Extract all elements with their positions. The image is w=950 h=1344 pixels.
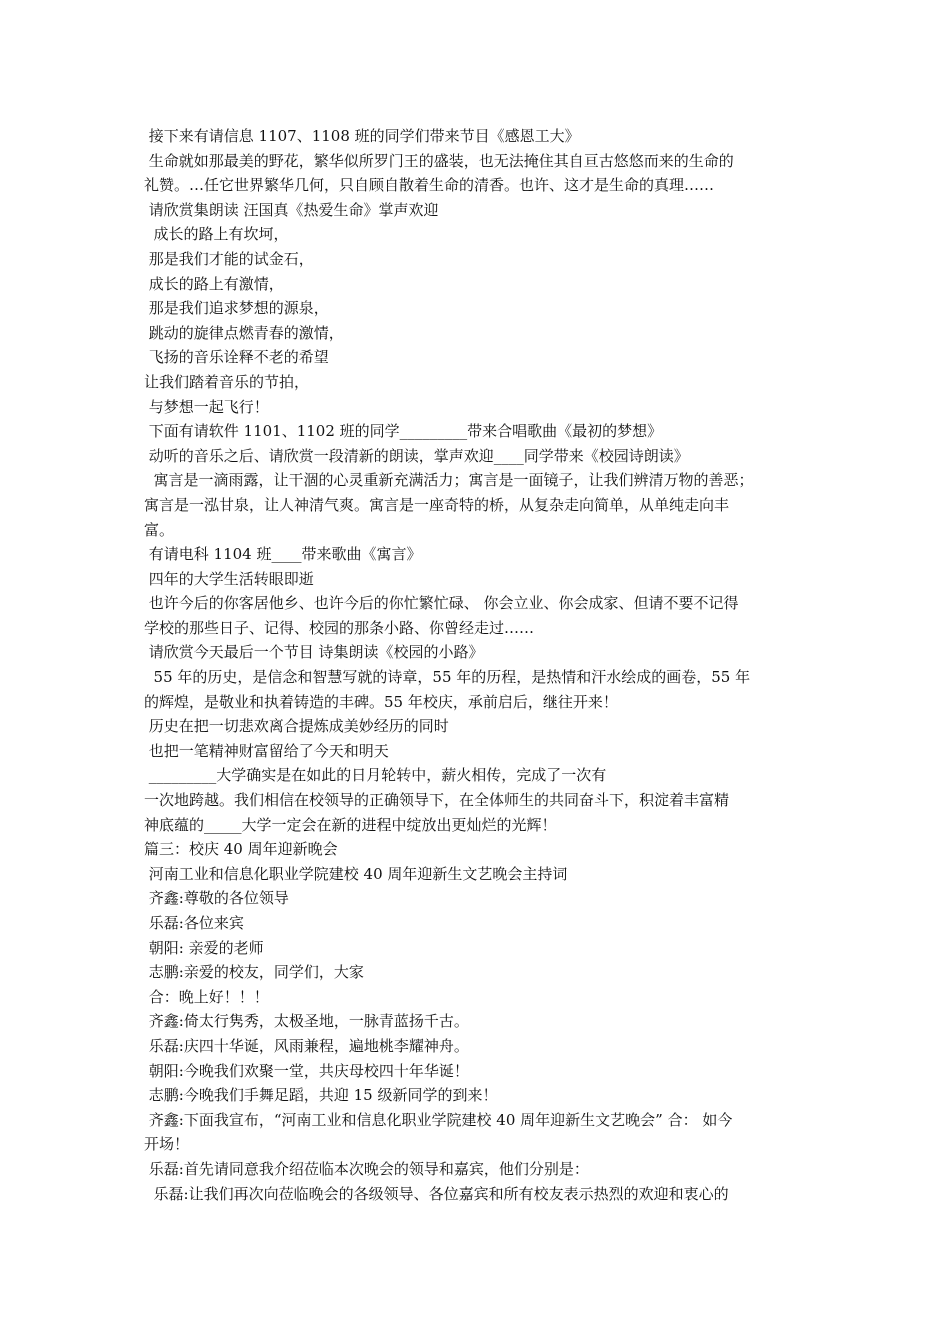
- text-line: 成长的路上有坎坷，: [144, 225, 289, 244]
- text-line: 乐磊:庆四十华诞，风雨兼程，遍地桃李耀神舟。: [144, 1036, 469, 1055]
- text-line: 下面有请软件 1101、1102 班的同学_________带来合唱歌曲《最初的梦想》: [144, 422, 663, 441]
- text-line: 跳动的旋律点燃青春的激情，: [144, 323, 344, 342]
- text-line: 请欣赏今天最后一个节目 诗集朗读《校园的小路》: [144, 643, 484, 662]
- text-line: 请欣赏集朗读 汪国真《热爱生命》掌声欢迎: [144, 200, 439, 219]
- text-line: 55 年的历史，是信念和智慧写就的诗章，55 年的历程，是热情和汗水绘成的画卷，55 年: [144, 668, 751, 687]
- text-line: 开场！: [144, 1135, 190, 1154]
- text-line: 朝阳:今晚我们欢聚一堂，共庆母校四十年华诞！: [144, 1061, 469, 1080]
- text-line: 那是我们才能的试金石，: [144, 249, 314, 268]
- text-line: 接下来有请信息 1107、1108 班的同学们带来节目《感恩工大》: [144, 127, 580, 145]
- text-line: 动听的音乐之后、请欣赏一段清新的朗读，掌声欢迎____同学带来《校园诗朗读》: [144, 446, 689, 465]
- text-line: 与梦想一起飞行！: [144, 397, 269, 416]
- text-line: 生命就如那最美的野花，繁华似所罗门王的盛装，也无法掩住其自亘古悠悠而来的生命的: [144, 151, 734, 170]
- text-line: 志鹏:亲爱的校友，同学们，大家: [144, 963, 364, 982]
- text-line: 乐磊:首先请同意我介绍莅临本次晚会的领导和嘉宾，他们分别是：: [144, 1159, 589, 1178]
- text-line: 成长的路上有激情，: [144, 274, 284, 293]
- text-line: 乐磊:各位来宾: [144, 914, 244, 932]
- text-line: 河南工业和信息化职业学院建校 40 周年迎新生文艺晚会主持词: [144, 864, 568, 883]
- text-line: 齐鑫:下面我宣布，“河南工业和信息化职业学院建校 40 周年迎新生文艺晚会” 合： 如今: [144, 1110, 733, 1129]
- text-line: 有请电科 1104 班____带来歌曲《寓言》: [144, 545, 422, 564]
- text-line: 让我们踏着音乐的节拍，: [144, 372, 310, 391]
- text-line: 齐鑫:倚太行隽秀，太极圣地，一脉青蓝扬千古。: [144, 1012, 469, 1031]
- text-line: 学校的那些日子、记得、校园的那条小路、你曾经走过……: [144, 618, 535, 637]
- text-line: 一次地跨越。我们相信在校领导的正确领导下，在全体师生的共同奋斗下，积淀着丰富精: [144, 791, 730, 810]
- text-line: 志鹏:今晚我们手舞足蹈，共迎 15 级新同学的到来！: [144, 1086, 498, 1105]
- text-line: 合：晚上好！！！: [144, 987, 269, 1006]
- text-line: 寓言是一滴雨露，让干涸的心灵重新充满活力；寓言是一面镜子，让我们辨清万物的善恶；: [144, 471, 754, 490]
- text-line: 四年的大学生活转眼即逝: [144, 569, 314, 588]
- text-line: 乐磊:让我们再次向莅临晚会的各级领导、各位嘉宾和所有校友表示热烈的欢迎和衷心的: [144, 1184, 729, 1203]
- text-line: 飞扬的音乐诠释不老的希望: [144, 348, 329, 367]
- text-line: 礼赞。…任它世界繁华几何，只自顾自散着生命的清香。也许、这才是生命的真理……: [144, 176, 715, 195]
- document-body: [144, 124, 824, 1206]
- text-line: 那是我们追求梦想的源泉，: [144, 299, 329, 318]
- text-line: 寓言是一泓甘泉，让人神清气爽。寓言是一座奇特的桥，从复杂走向简单，从单纯走向丰: [144, 495, 730, 514]
- text-line: 朝阳: 亲爱的老师: [144, 938, 264, 957]
- text-line: 富。: [144, 520, 175, 539]
- text-line: 也许今后的你客居他乡、也许今后的你忙繁忙碌、 你会立业、你会成家、但请不要不记得: [144, 594, 739, 613]
- text-line: 神底蕴的_____大学一定会在新的进程中绽放出更灿烂的光辉！: [144, 815, 557, 834]
- text-line: 齐鑫:尊敬的各位领导: [144, 889, 289, 908]
- text-line: _________大学确实是在如此的日月轮转中，薪火相传，完成了一次有: [144, 766, 607, 785]
- text-line: 历史在把一切悲欢离合提炼成美妙经历的同时: [144, 717, 449, 736]
- text-line: 也把一笔精神财富留给了今天和明天: [144, 741, 389, 760]
- text-line: 的辉煌，是敬业和执着铸造的丰碑。55 年校庆，承前启后，继往开来！: [144, 692, 618, 711]
- text-line: 篇三：校庆 40 周年迎新晚会: [144, 840, 338, 859]
